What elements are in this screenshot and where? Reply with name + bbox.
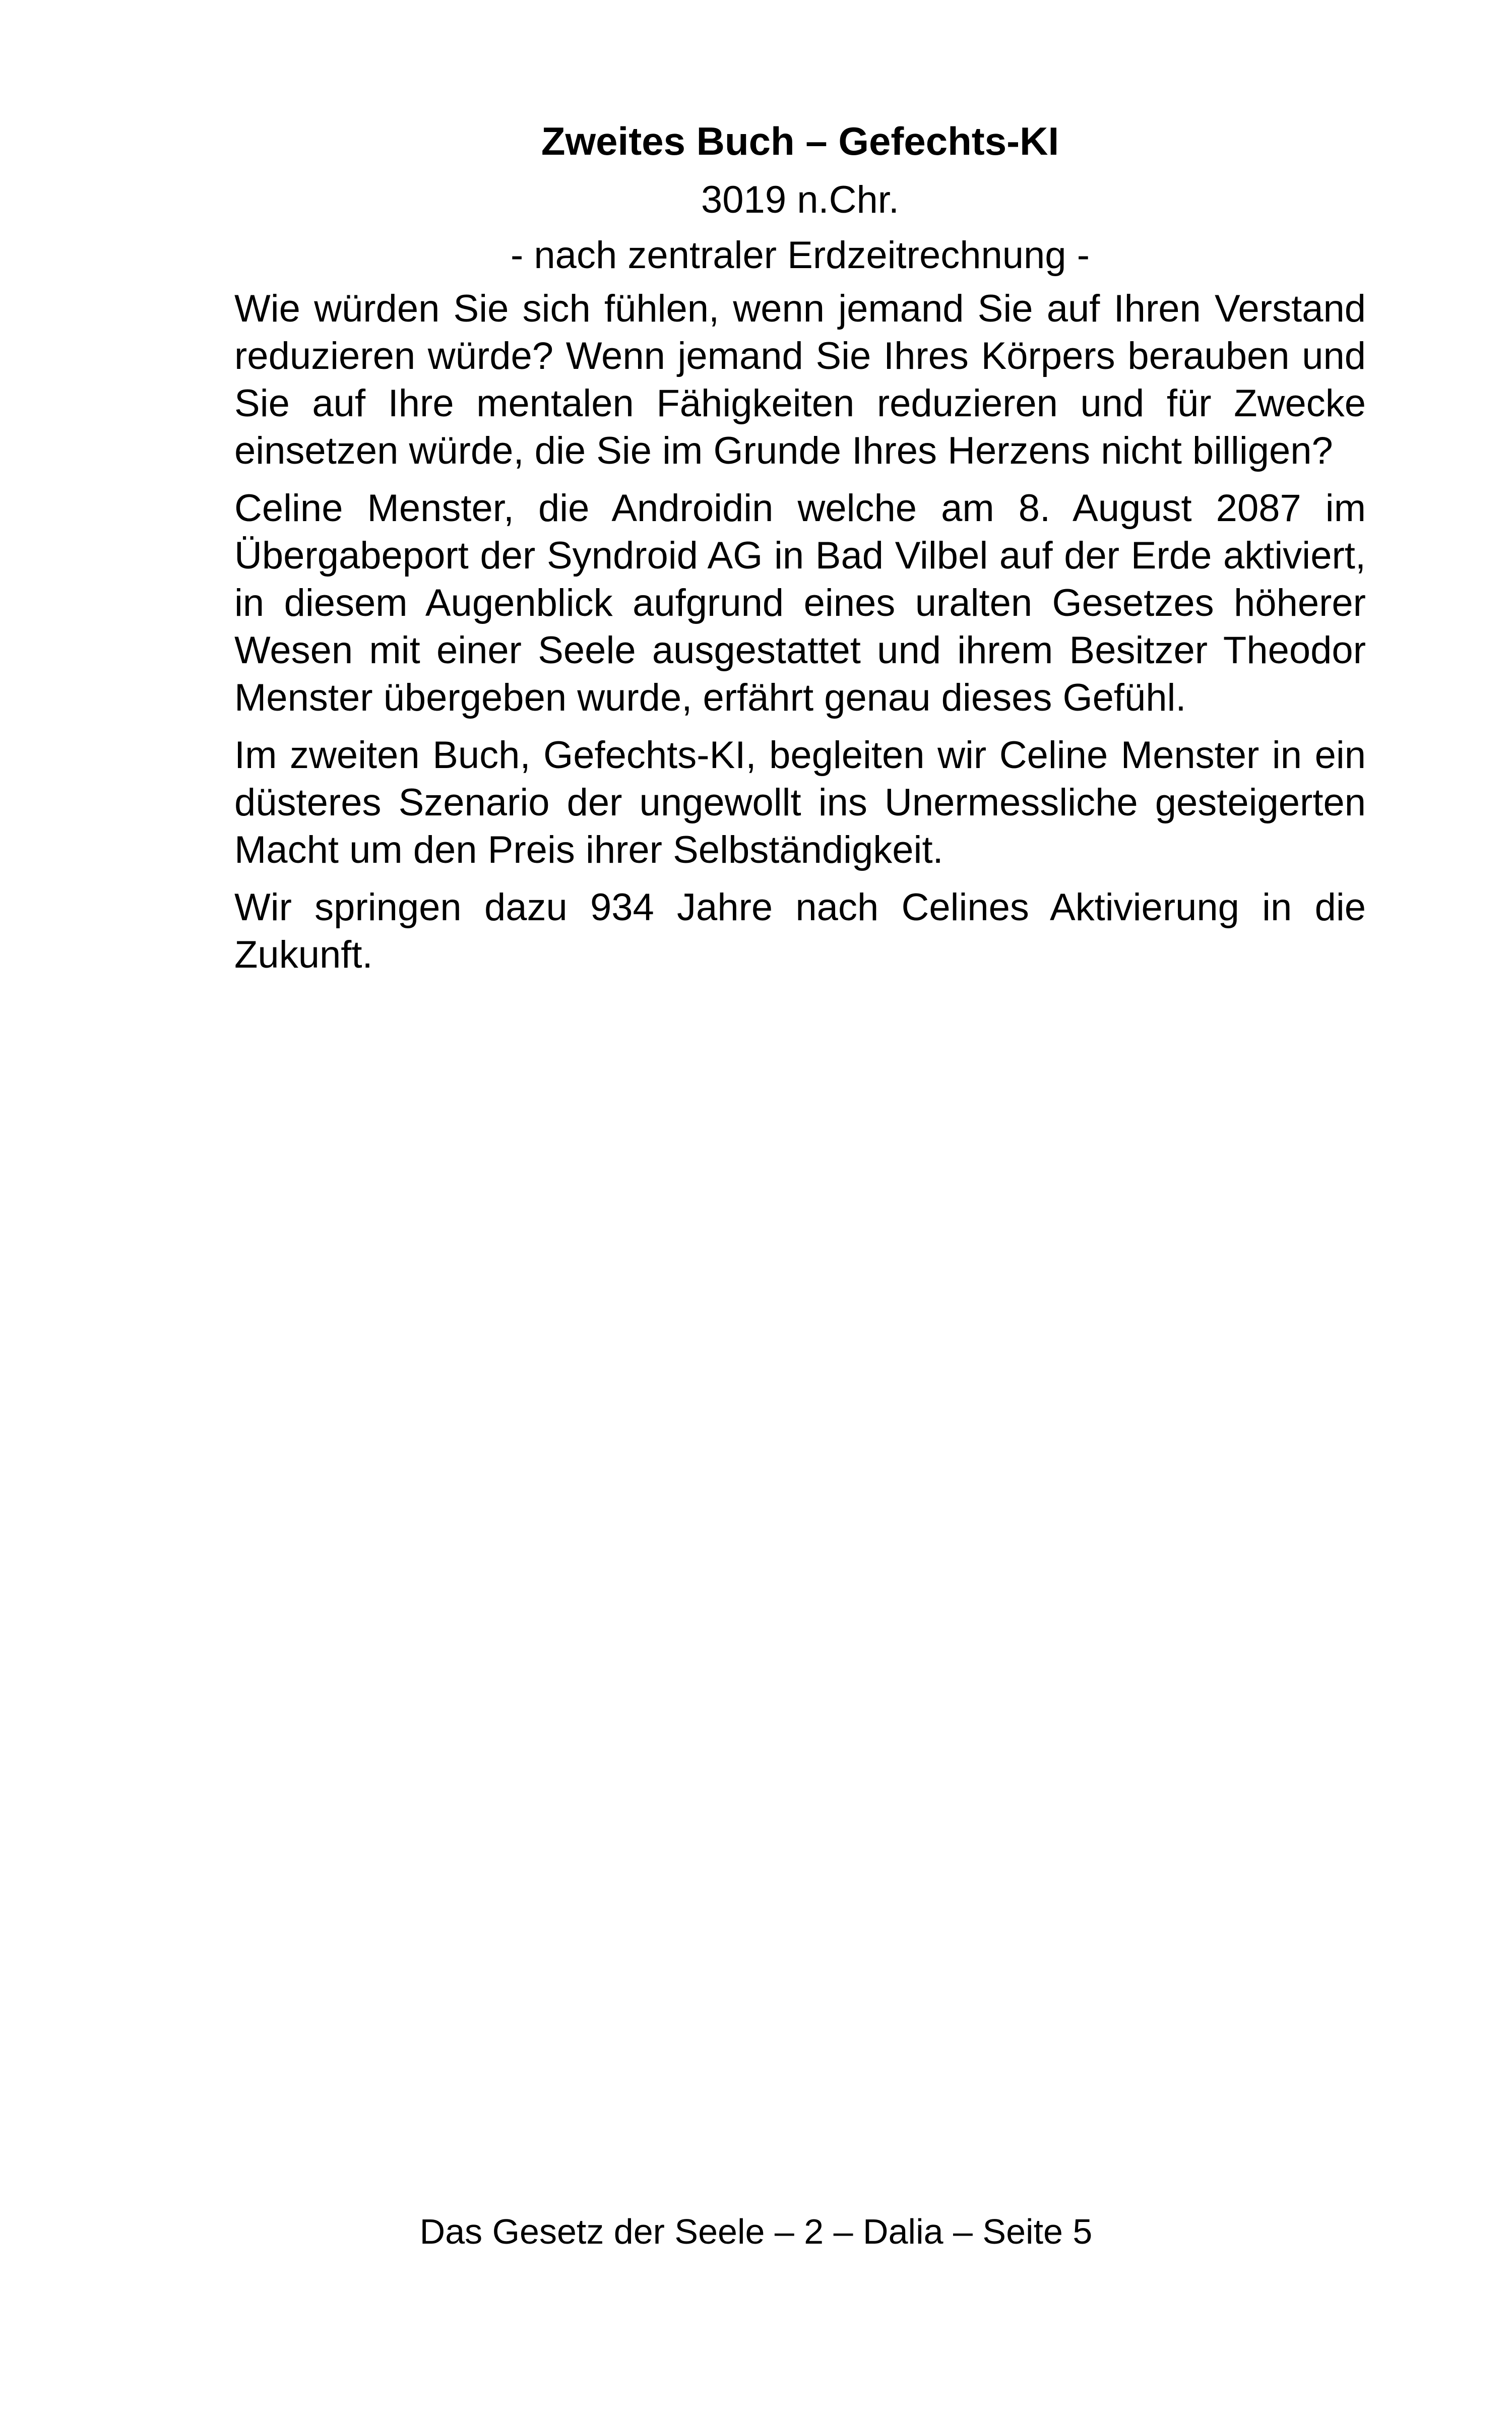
paragraph-3: Im zweiten Buch, Gefechts-KI, begleiten wir Celine Menster in ein düsteres Szenario der ungewollt ins Unermessliche gesteigerten Macht um den Preis ihrer Selbständigkeit. bbox=[234, 734, 1366, 871]
paragraph-1: Wie würden Sie sich fühlen, wenn jemand Sie auf Ihren Verstand reduzieren würde? Wenn jemand Sie Ihres Körpers berauben und Sie auf Ihre mentalen Fähigkeiten reduzieren und für Zwecke einsetzen würde, die Sie im Grunde Ihres Herzens nicht billigen? bbox=[234, 287, 1366, 472]
era-line: - nach zentraler Erdzeitrechnung - bbox=[510, 234, 1090, 277]
paragraph-2: Celine Menster, die Androidin welche am 8. August 2087 im Übergabeport der Syndroid AG in Bad Vilbel auf der Erde aktiviert, in diesem Augenblick aufgrund eines uralten Gesetzes höherer Wesen mit einer Seele ausgestattet und ihrem Besitzer Theodor Menster übergeben wurde, erfährt genau dieses Gefühl. bbox=[234, 487, 1366, 719]
page-footer: Das Gesetz der Seele – 2 – Dalia – Seite 5 bbox=[419, 2212, 1093, 2251]
page-content bbox=[234, 113, 1366, 979]
date-line: 3019 n.Chr. bbox=[701, 178, 899, 221]
chapter-title: Zweites Buch – Gefechts-KI bbox=[541, 119, 1059, 163]
paragraph-4: Wir springen dazu 934 Jahre nach Celines Aktivierung in die Zukunft. bbox=[234, 886, 1366, 976]
